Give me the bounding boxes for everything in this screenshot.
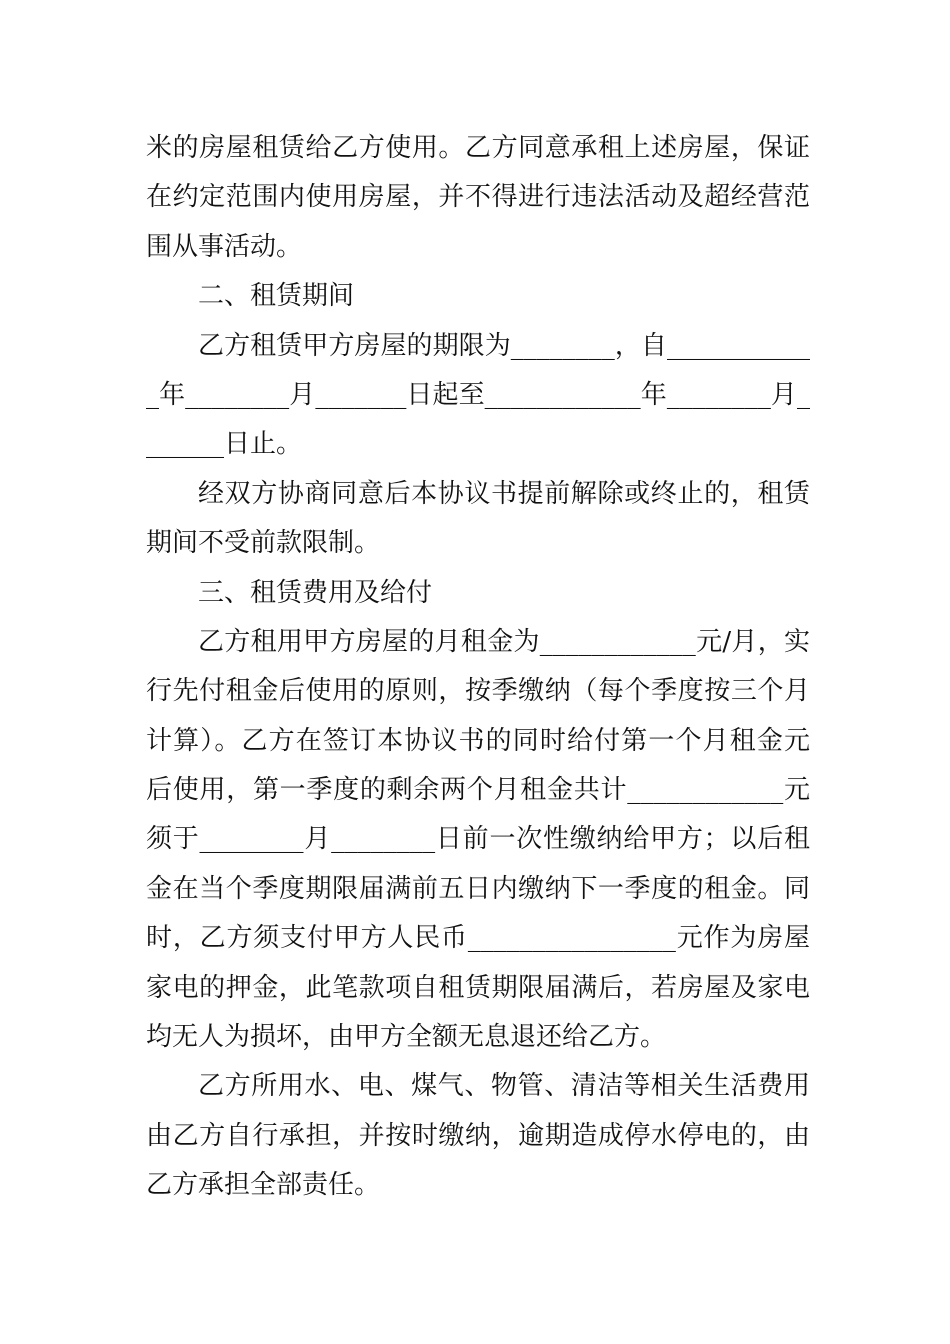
text-line: 计算）。乙方在签订本协议书的同时给付第一个月租金元 xyxy=(146,725,810,756)
text-line: 在约定范围内使用房屋，并不得进行违法活动及超经营范 xyxy=(146,182,810,213)
text-line: 乙方所用水、电、煤气、物管、清洁等相关生活费用 xyxy=(198,1071,810,1102)
section-heading: 三、租赁费用及给付 xyxy=(198,577,433,608)
text-line: 由乙方自行承担，并按时缴纳，逾期造成停水停电的，由 xyxy=(146,1120,810,1151)
contract-text xyxy=(146,124,810,1211)
text-line: 围从事活动。 xyxy=(146,231,303,262)
text-line: 乙方租用甲方房屋的月租金为____________元/月，实 xyxy=(198,626,810,657)
text-line: 均无人为损坏，由甲方全额无息退还给乙方。 xyxy=(146,1022,667,1053)
text-line: 米的房屋租赁给乙方使用。乙方同意承租上述房屋，保证 xyxy=(146,133,810,163)
text-line: 乙方租赁甲方房屋的期限为________，自___________ xyxy=(198,330,810,361)
section-heading: 二、租赁期间 xyxy=(198,281,355,312)
text-line: ______日止。 xyxy=(146,429,303,460)
text-line: _年________月_______日起至____________年________月_ xyxy=(146,379,810,410)
text-line: 经双方协商同意后本协议书提前解除或终止的，租赁 xyxy=(198,478,810,509)
text-line: 时，乙方须支付甲方人民币________________元作为房屋 xyxy=(146,923,810,954)
text-line: 乙方承担全部责任。 xyxy=(146,1170,381,1201)
text-line: 期间不受前款限制。 xyxy=(146,528,381,559)
text-line: 行先付租金后使用的原则，按季缴纳（每个季度按三个月 xyxy=(146,676,810,707)
text-line: 后使用，第一季度的剩余两个月租金共计____________元 xyxy=(146,775,810,806)
text-line: 金在当个季度期限届满前五日内缴纳下一季度的租金。同 xyxy=(146,873,810,904)
text-line: 须于________月________日前一次性缴纳给甲方；以后租 xyxy=(146,824,810,855)
text-line: 家电的押金，此笔款项自租赁期限届满后，若房屋及家电 xyxy=(146,972,810,1003)
